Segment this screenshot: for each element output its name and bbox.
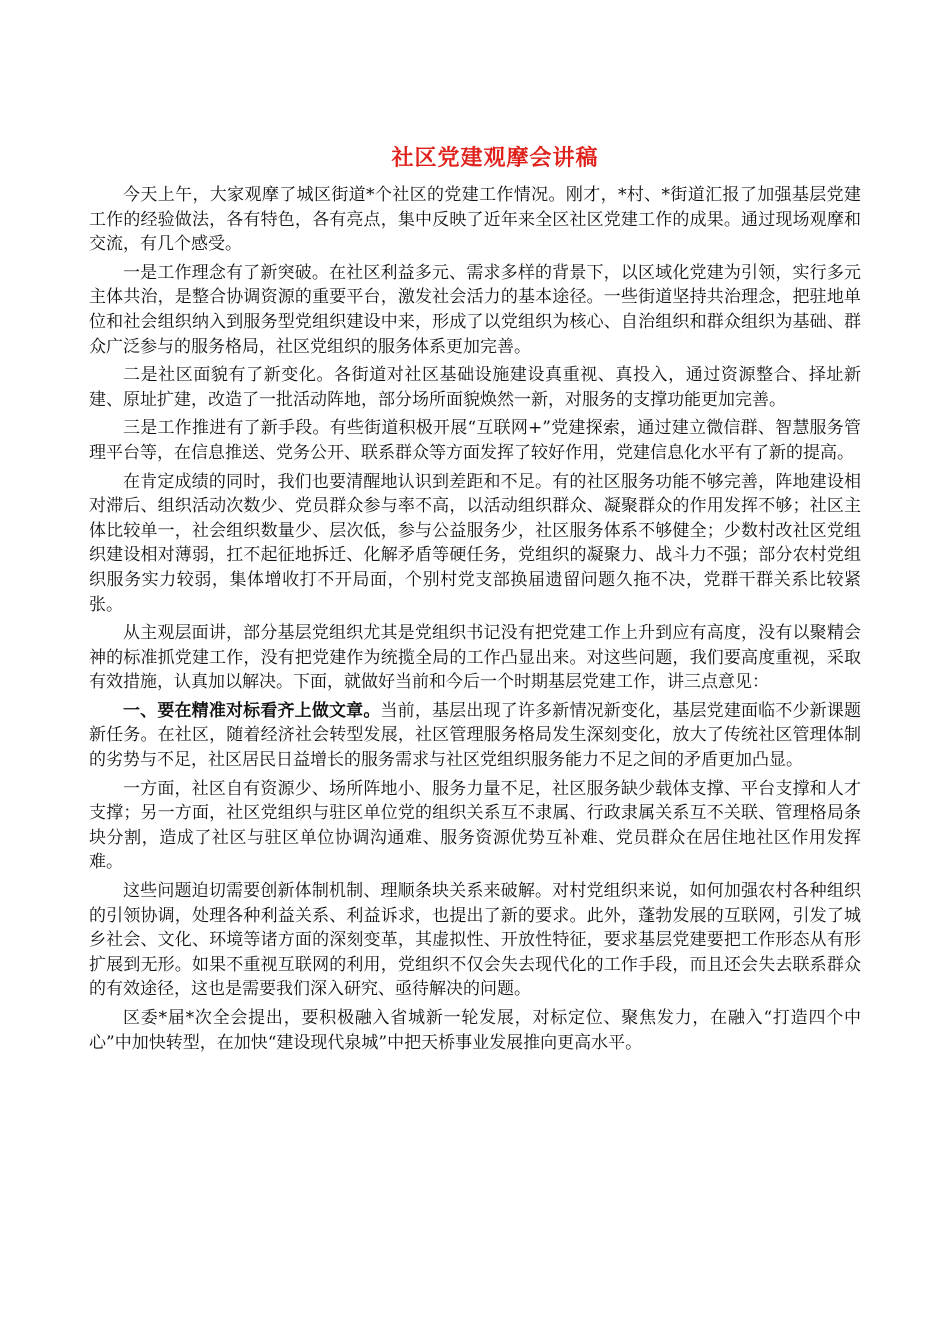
paragraph-text: 一是工作理念有了新突破。在社区利益多元、需求多样的背景下，以区域化党建为引领，实行多元主体共治，是整合协调资源的重要平台，激发社会活力的基本途径。一些街道坚持共治理念，把驻地单位和社会组织纳入到服务型党组织建设中来，形成了以党组织为核心、自治组织和群众组织为基础、群众广泛参与的服务格局，社区党组织的服务体系更加完善。 xyxy=(89,262,861,357)
paragraph xyxy=(89,777,861,875)
paragraph-text: 当前，基层出现了许多新情况新变化，基层党建面临不少新课题新任务。在社区，随着经济社会转型发展，社区管理服务格局发生深刻变化，放大了传统社区管理体制的劣势与不足，社区居民日益增长的服务需求与社区党组织服务能力不足之间的矛盾更加凸显。 xyxy=(89,700,861,771)
paragraph xyxy=(89,699,861,773)
paragraph-text: 区委*届*次全会提出，要积极融入省城新一轮发展，对标定位、聚焦发力，在融入“打造四个中心”中加快转型，在加快“建设现代泉城”中把天桥事业发展推向更高水平。 xyxy=(89,1008,861,1053)
paragraph xyxy=(89,261,861,359)
paragraph xyxy=(89,621,861,695)
paragraph-text: 今天上午，大家观摩了城区街道*个社区的党建工作情况。刚才，*村、*街道汇报了加强基层党建工作的经验做法，各有特色，各有亮点，集中反映了近年来全区社区党建工作的成果。通过现场观摩和交流，有几个感受。 xyxy=(89,185,861,255)
paragraph xyxy=(89,183,861,257)
section-heading: 一、要在精准对标看齐上做文章。 xyxy=(123,700,381,721)
paragraph xyxy=(89,470,861,618)
paragraph-text: 这些问题迫切需要创新体制机制、理顺条块关系来破解。对村党组织来说，如何加强农村各种组织的引领协调，处理各种利益关系、利益诉求，也提出了新的要求。此外，蓬勃发展的互联网，引发了城乡社会、文化、环境等诸方面的深刻变革，其虚拟性、开放性特征，要求基层党建要把工作形态从有形扩展到无形。如果不重视互联网的利用，党组织不仅会失去现代化的工作手段，而且还会失去联系群众的有效途径，这也是需要我们深入研究、亟待解决的问题。 xyxy=(89,881,861,1000)
paragraph-text: 一方面，社区自有资源少、场所阵地小、服务力量不足，社区服务缺少载体支撑、平台支撑和人才支撑；另一方面，社区党组织与驻区单位党的组织关系互不隶属、行政隶属关系互不关联、管理格局条块分割，造成了社区与驻区单位协调沟通难、服务资源优势互补难、党员群众在居住地社区作用发挥难。 xyxy=(89,778,861,873)
paragraph-text: 在肯定成绩的同时，我们也要清醒地认识到差距和不足。有的社区服务功能不够完善，阵地建设相对滞后、组织活动次数少、党员群众参与率不高，以活动组织群众、凝聚群众的作用发挥不够；社区主体比较单一，社会组织数量少、层次低，参与公益服务少，社区服务体系不够健全；少数村改社区党组织建设相对薄弱，扛不起征地拆迁、化解矛盾等硬任务，党组织的凝聚力、战斗力不强；部分农村党组织服务实力较弱，集体增收打不开局面，个别村党支部换届遗留问题久拖不决，党群干群关系比较紧张。 xyxy=(89,471,861,615)
paragraph xyxy=(89,1006,861,1055)
document-title: 社区党建观摩会讲稿 xyxy=(391,145,599,171)
paragraph-text: 从主观层面讲，部分基层党组织尤其是党组织书记没有把党建工作上升到应有高度，没有以聚精会神的标准抓党建工作，没有把党建作为统揽全局的工作凸显出来。对这些问题，我们要高度重视，采取有效措施，认真加以解决。下面，就做好当前和今后一个时期基层党建工作，讲三点意见： xyxy=(89,623,861,693)
paragraph xyxy=(89,363,861,412)
paragraph xyxy=(89,879,861,1002)
paragraph-text: 二是社区面貌有了新变化。各街道对社区基础设施建设真重视、真投入，通过资源整合、择址新建、原址扩建，改造了一批活动阵地，部分场所面貌焕然一新，对服务的支撑功能更加完善。 xyxy=(89,365,861,410)
paragraph-text: 三是工作推进有了新手段。有些街道积极开展“互联网+”党建探索，通过建立微信群、智慧服务管理平台等，在信息推送、党务公开、联系群众等方面发挥了较好作用，党建信息化水平有了新的提高。 xyxy=(89,418,861,463)
paragraph xyxy=(89,416,861,465)
document-body xyxy=(89,183,861,1059)
